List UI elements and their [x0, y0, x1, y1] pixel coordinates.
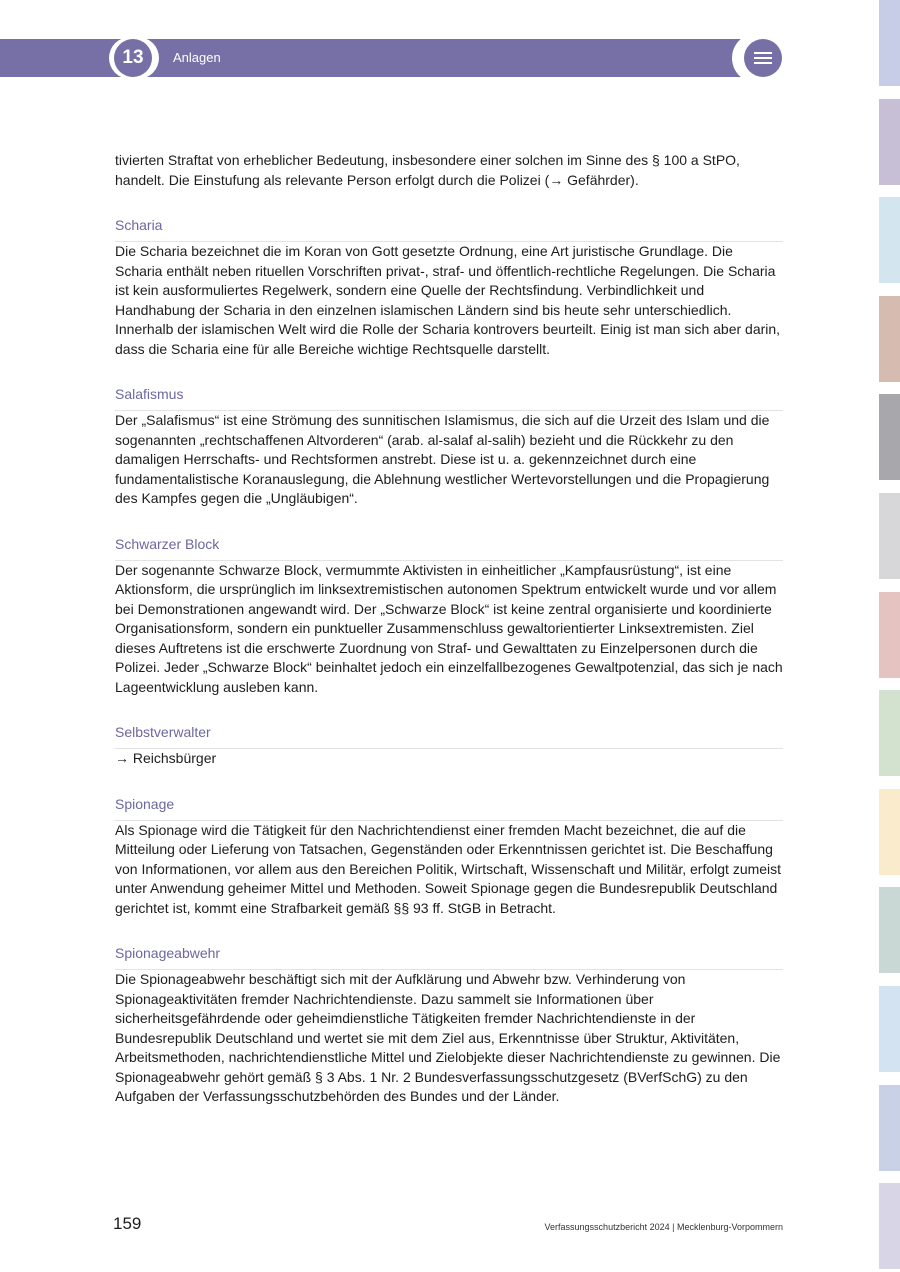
section-schwarzer-block	[115, 535, 783, 698]
chapter-number: 13	[114, 39, 152, 77]
section-title: Salafismus	[115, 385, 783, 411]
chapter-tab-strip	[879, 0, 900, 1272]
chapter-tab[interactable]	[879, 99, 900, 185]
chapter-tab[interactable]	[879, 690, 900, 776]
section-body: Der sogenannte Schwarze Block, vermummte Aktivisten in einheitlicher „Kampfausrüstung“, ist eine Aktionsform, die ursprünglich im linksextremistischen autonomen Spektrum entwickelt wurde und vor allem bei Demonstrationen angewandt wird. Der „Schwarze Block“ ist keine zentral organisierte und koordinierte Organisationsform, sondern ein punktueller Zusammenschluss gewaltorientierter Linksextremisten. Ziel dieses Auftretens ist die erschwerte Zuordnung von Straf- und Gewalttaten zu Einzelpersonen durch die Polizei. Jeder „Schwarze Block“ beinhaltet jedoch ein einzelfallbezogenes Gewaltpotenzial, das sich je nach Lageentwicklung ausleben kann.	[115, 561, 783, 695]
section-body: Als Spionage wird die Tätigkeit für den Nachrichtendienst einer fremden Macht bezeichnet, die auf die Mitteilung oder Lieferung von Tatsachen, Gegenständen oder Erkenntnissen gerichtet ist. Die Beschaffung von Informationen, vor allem aus den Bereichen Politik, Wirtschaft, Wissenschaft und Militär, erfolgt zumeist unter Anwendung geheimer Mittel und Methoden. Soweit Spionage gegen die Bundesrepublik Deutschland gerichtet ist, kommt eine Strafbarkeit gemäß §§ 93 ff. StGB in Betracht.	[115, 821, 782, 916]
section-title: Selbstverwalter	[115, 723, 783, 749]
section-title: Spionage	[115, 795, 783, 821]
section-title: Spionageabwehr	[115, 944, 783, 970]
section-scharia	[115, 216, 783, 359]
chapter-tab[interactable]	[879, 1085, 900, 1171]
chapter-tab[interactable]	[879, 986, 900, 1072]
section-body: Der „Salafismus“ ist eine Strömung des sunnitischen Islamismus, die sich auf die Urzeit des Islam und die sogenannten „rechtschaffenen Altvorderen“ (arab. al-salaf al-salih) bezieht und die Rückkehr zu den damaligen Herrschafts- und Rechtsformen anstrebt. Diese ist u. a. gekennzeichnet durch eine fundamentalistische Koranauslegung, die Ablehnung westlicher Wertevorstellungen und die Propagierung des Kampfes gegen die „Ungläubigen“.	[115, 412, 770, 506]
chapter-tab[interactable]	[879, 296, 900, 382]
section-salafismus	[115, 385, 783, 509]
menu-icon	[754, 62, 772, 64]
chapter-tab[interactable]	[879, 592, 900, 678]
chapter-tab[interactable]	[879, 197, 900, 283]
chapter-tab[interactable]	[879, 0, 900, 86]
chapter-tab[interactable]	[879, 887, 900, 973]
section-title: Schwarzer Block	[115, 535, 783, 561]
section-spionage	[115, 795, 783, 919]
chapter-tab[interactable]	[879, 789, 900, 875]
chapter-tab[interactable]	[879, 394, 900, 480]
chapter-tab[interactable]	[879, 493, 900, 579]
cross-reference-link[interactable]: → Reichsbürger	[115, 750, 217, 766]
page-content	[115, 151, 783, 1107]
chapter-title: Anlagen	[173, 50, 221, 65]
page-number: 159	[113, 1214, 142, 1233]
menu-button[interactable]	[744, 39, 782, 77]
section-body: Die Spionageabwehr beschäftigt sich mit der Aufklärung und Abwehr bzw. Verhinderung von Spionageaktivitäten fremder Nachrichtendienste. Dazu sammelt sie Informationen über sicherheitsgefährdende oder geheimdienstliche Tätigkeiten fremder Nachrichtendienste in der Bundesrepublik Deutschland und wertet sie mit dem Ziel aus, Erkenntnisse über Struktur, Aktivitäten, Arbeitsmethoden, nachrichtendienstliche Mittel und Zielobjekte dieser Nachrichtendienste zu gewinnen. Die Spionageabwehr gehört gemäß § 3 Abs. 1 Nr. 2 Bundesverfassungsschutzgesetz (BVerfSchG) zu den Aufgaben der Verfassungsschutzbehörden des Bundes und der Länder.	[115, 971, 781, 1104]
intro-paragraph: tivierten Straftat von erheblicher Bedeutung, insbesondere einer solchen im Sinne des § 100 a StPO, handelt. Die Einstufung als relevante Person erfolgt durch die Polizei (→ Gefährder).	[115, 152, 740, 188]
menu-icon	[754, 57, 772, 59]
section-title: Scharia	[115, 216, 783, 242]
section-selbstverwalter	[115, 723, 783, 769]
publication-title: Verfassungsschutzbericht 2024 | Mecklenburg-Vorpommern	[544, 1222, 783, 1232]
section-body: Die Scharia bezeichnet die im Koran von Gott gesetzte Ordnung, eine Art juristische Grundlage. Die Scharia enthält neben rituellen Vorschriften privat-, straf- und öffentlich-rechtliche Regelungen. Die Scharia ist kein ausformuliertes Regelwerk, sondern eine Quelle der Rechtsfindung. Verbindlichkeit und Handhabung der Scharia in den einzelnen islamischen Ländern sind bis heute sehr unterschiedlich. Innerhalb der islamischen Welt wird die Rolle der Scharia kontrovers beurteilt. Einig ist man sich aber darin, dass die Scharia eine für alle Bereiche wichtige Rechtsquelle darstellt.	[115, 243, 781, 357]
section-spionageabwehr	[115, 944, 783, 1107]
menu-icon	[754, 52, 772, 54]
chapter-tab[interactable]	[879, 1183, 900, 1269]
